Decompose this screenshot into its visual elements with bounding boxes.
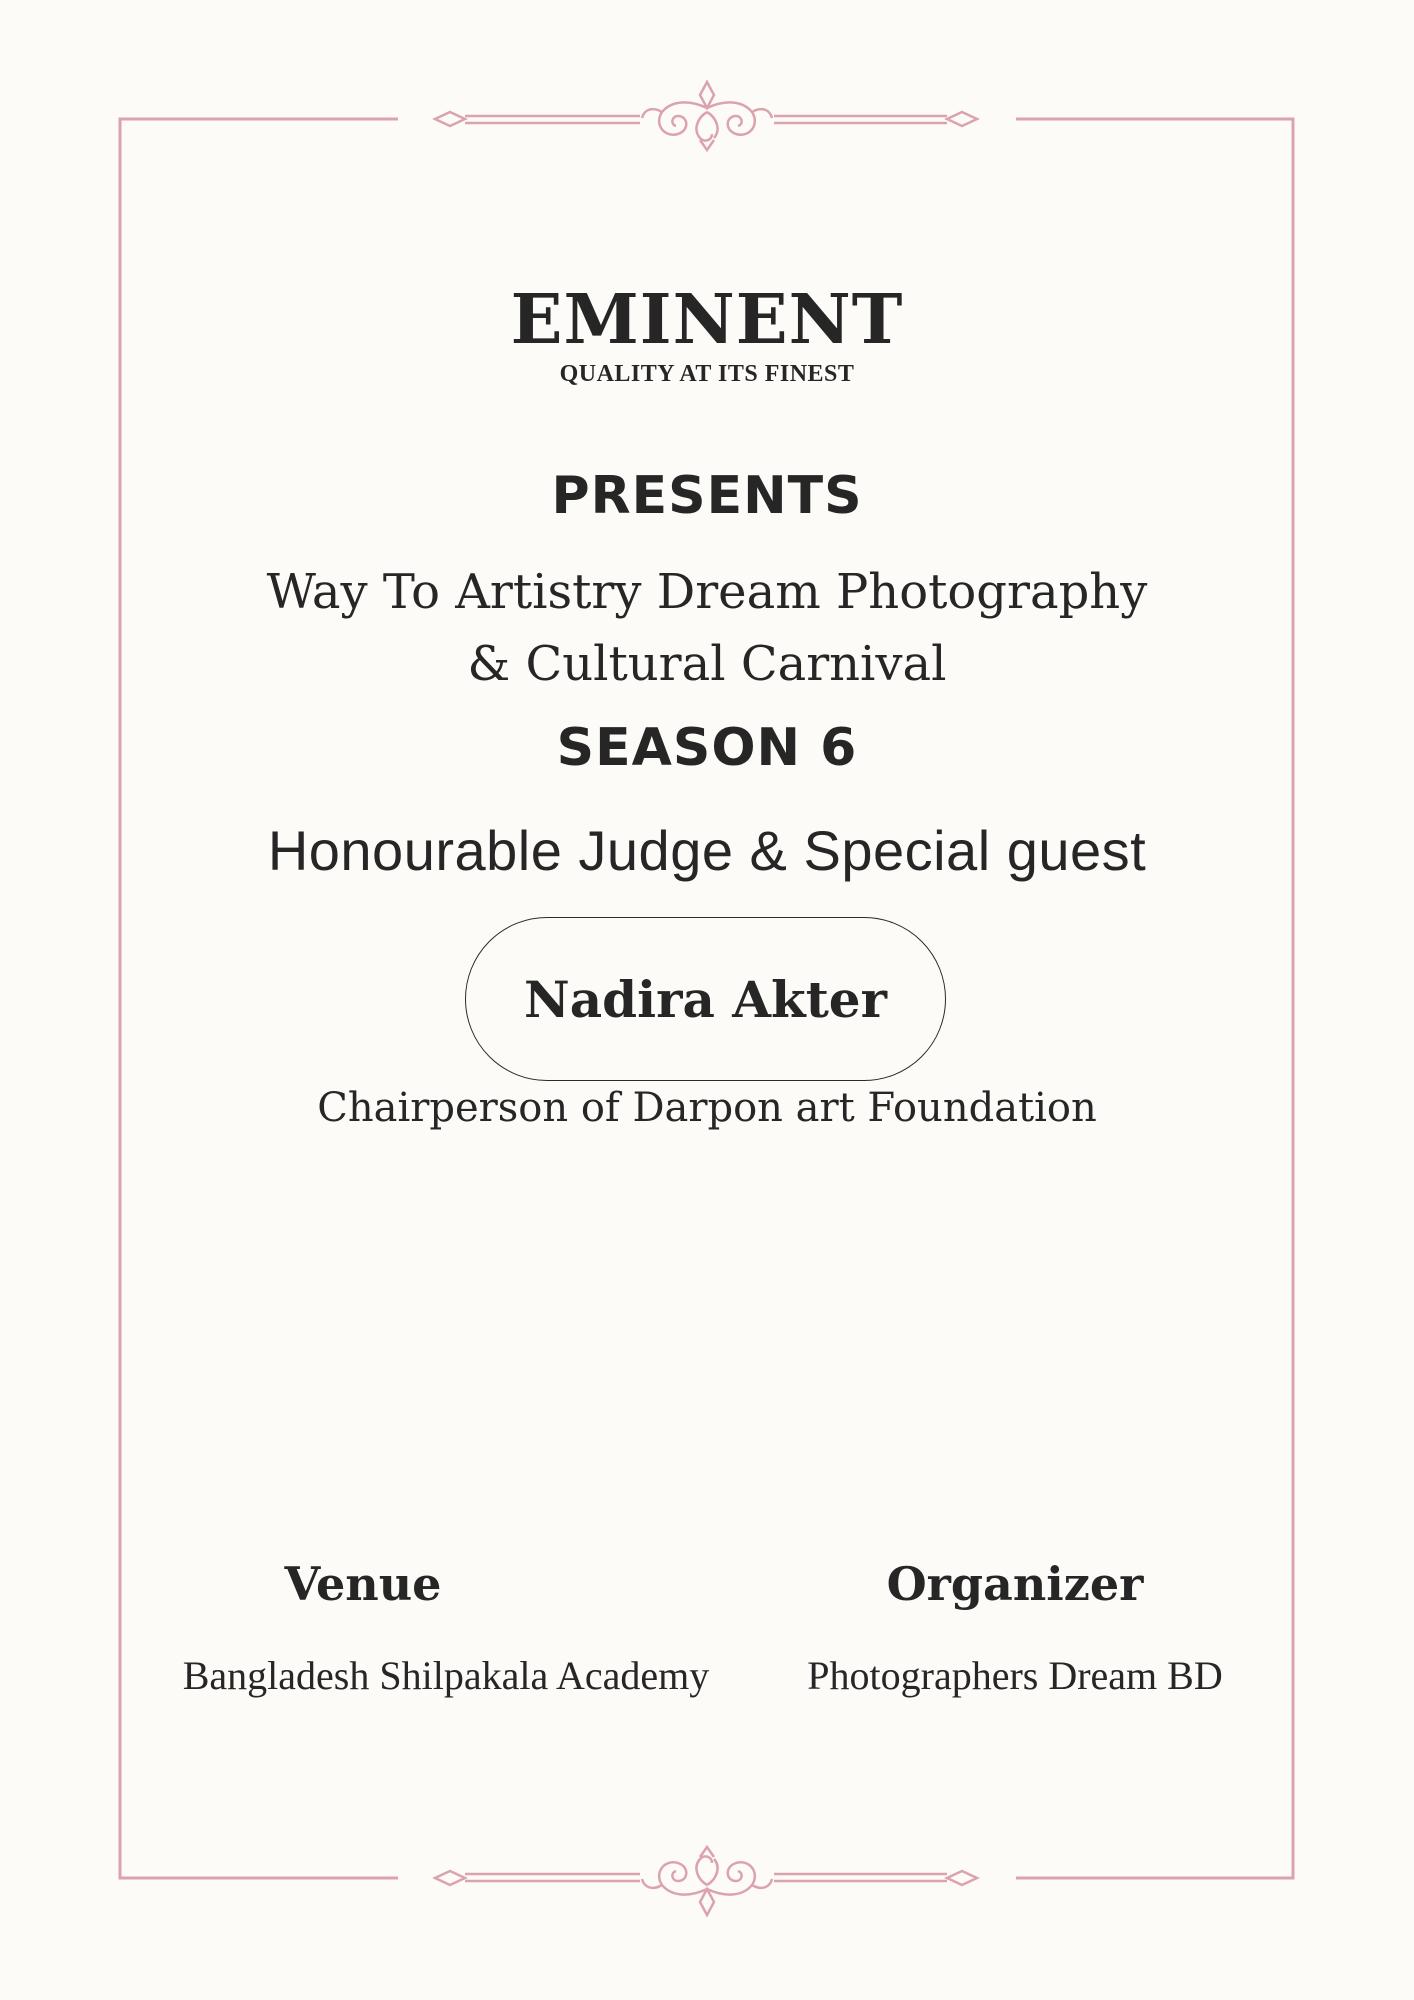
organizer-label: Organizer bbox=[886, 1557, 1144, 1611]
organizer-value: Photographers Dream BD bbox=[807, 1653, 1223, 1698]
brand-title: EMINENT bbox=[510, 280, 904, 360]
guest-name: Nadira Akter bbox=[524, 969, 887, 1029]
event-title bbox=[0, 556, 1414, 700]
top-flourish-ornament bbox=[435, 82, 977, 150]
venue-value: Bangladesh Shilpakala Academy bbox=[182, 1653, 710, 1698]
guest-role: Chairperson of Darpon art Foundation bbox=[317, 1085, 1097, 1131]
season-label: SEASON 6 bbox=[556, 718, 858, 778]
brand-tagline: QUALITY AT ITS FINEST bbox=[559, 361, 855, 387]
event-title-line-1: Way To Artistry Dream Photography bbox=[266, 564, 1148, 620]
guest-heading: Honourable Judge & Special guest bbox=[267, 819, 1147, 882]
bottom-flourish-ornament bbox=[435, 1847, 977, 1915]
event-title-line-2: & Cultural Carnival bbox=[467, 636, 947, 692]
guest-name-pill bbox=[465, 917, 946, 1081]
presents-heading: PRESENTS bbox=[551, 466, 863, 526]
venue-label: Venue bbox=[284, 1557, 442, 1611]
